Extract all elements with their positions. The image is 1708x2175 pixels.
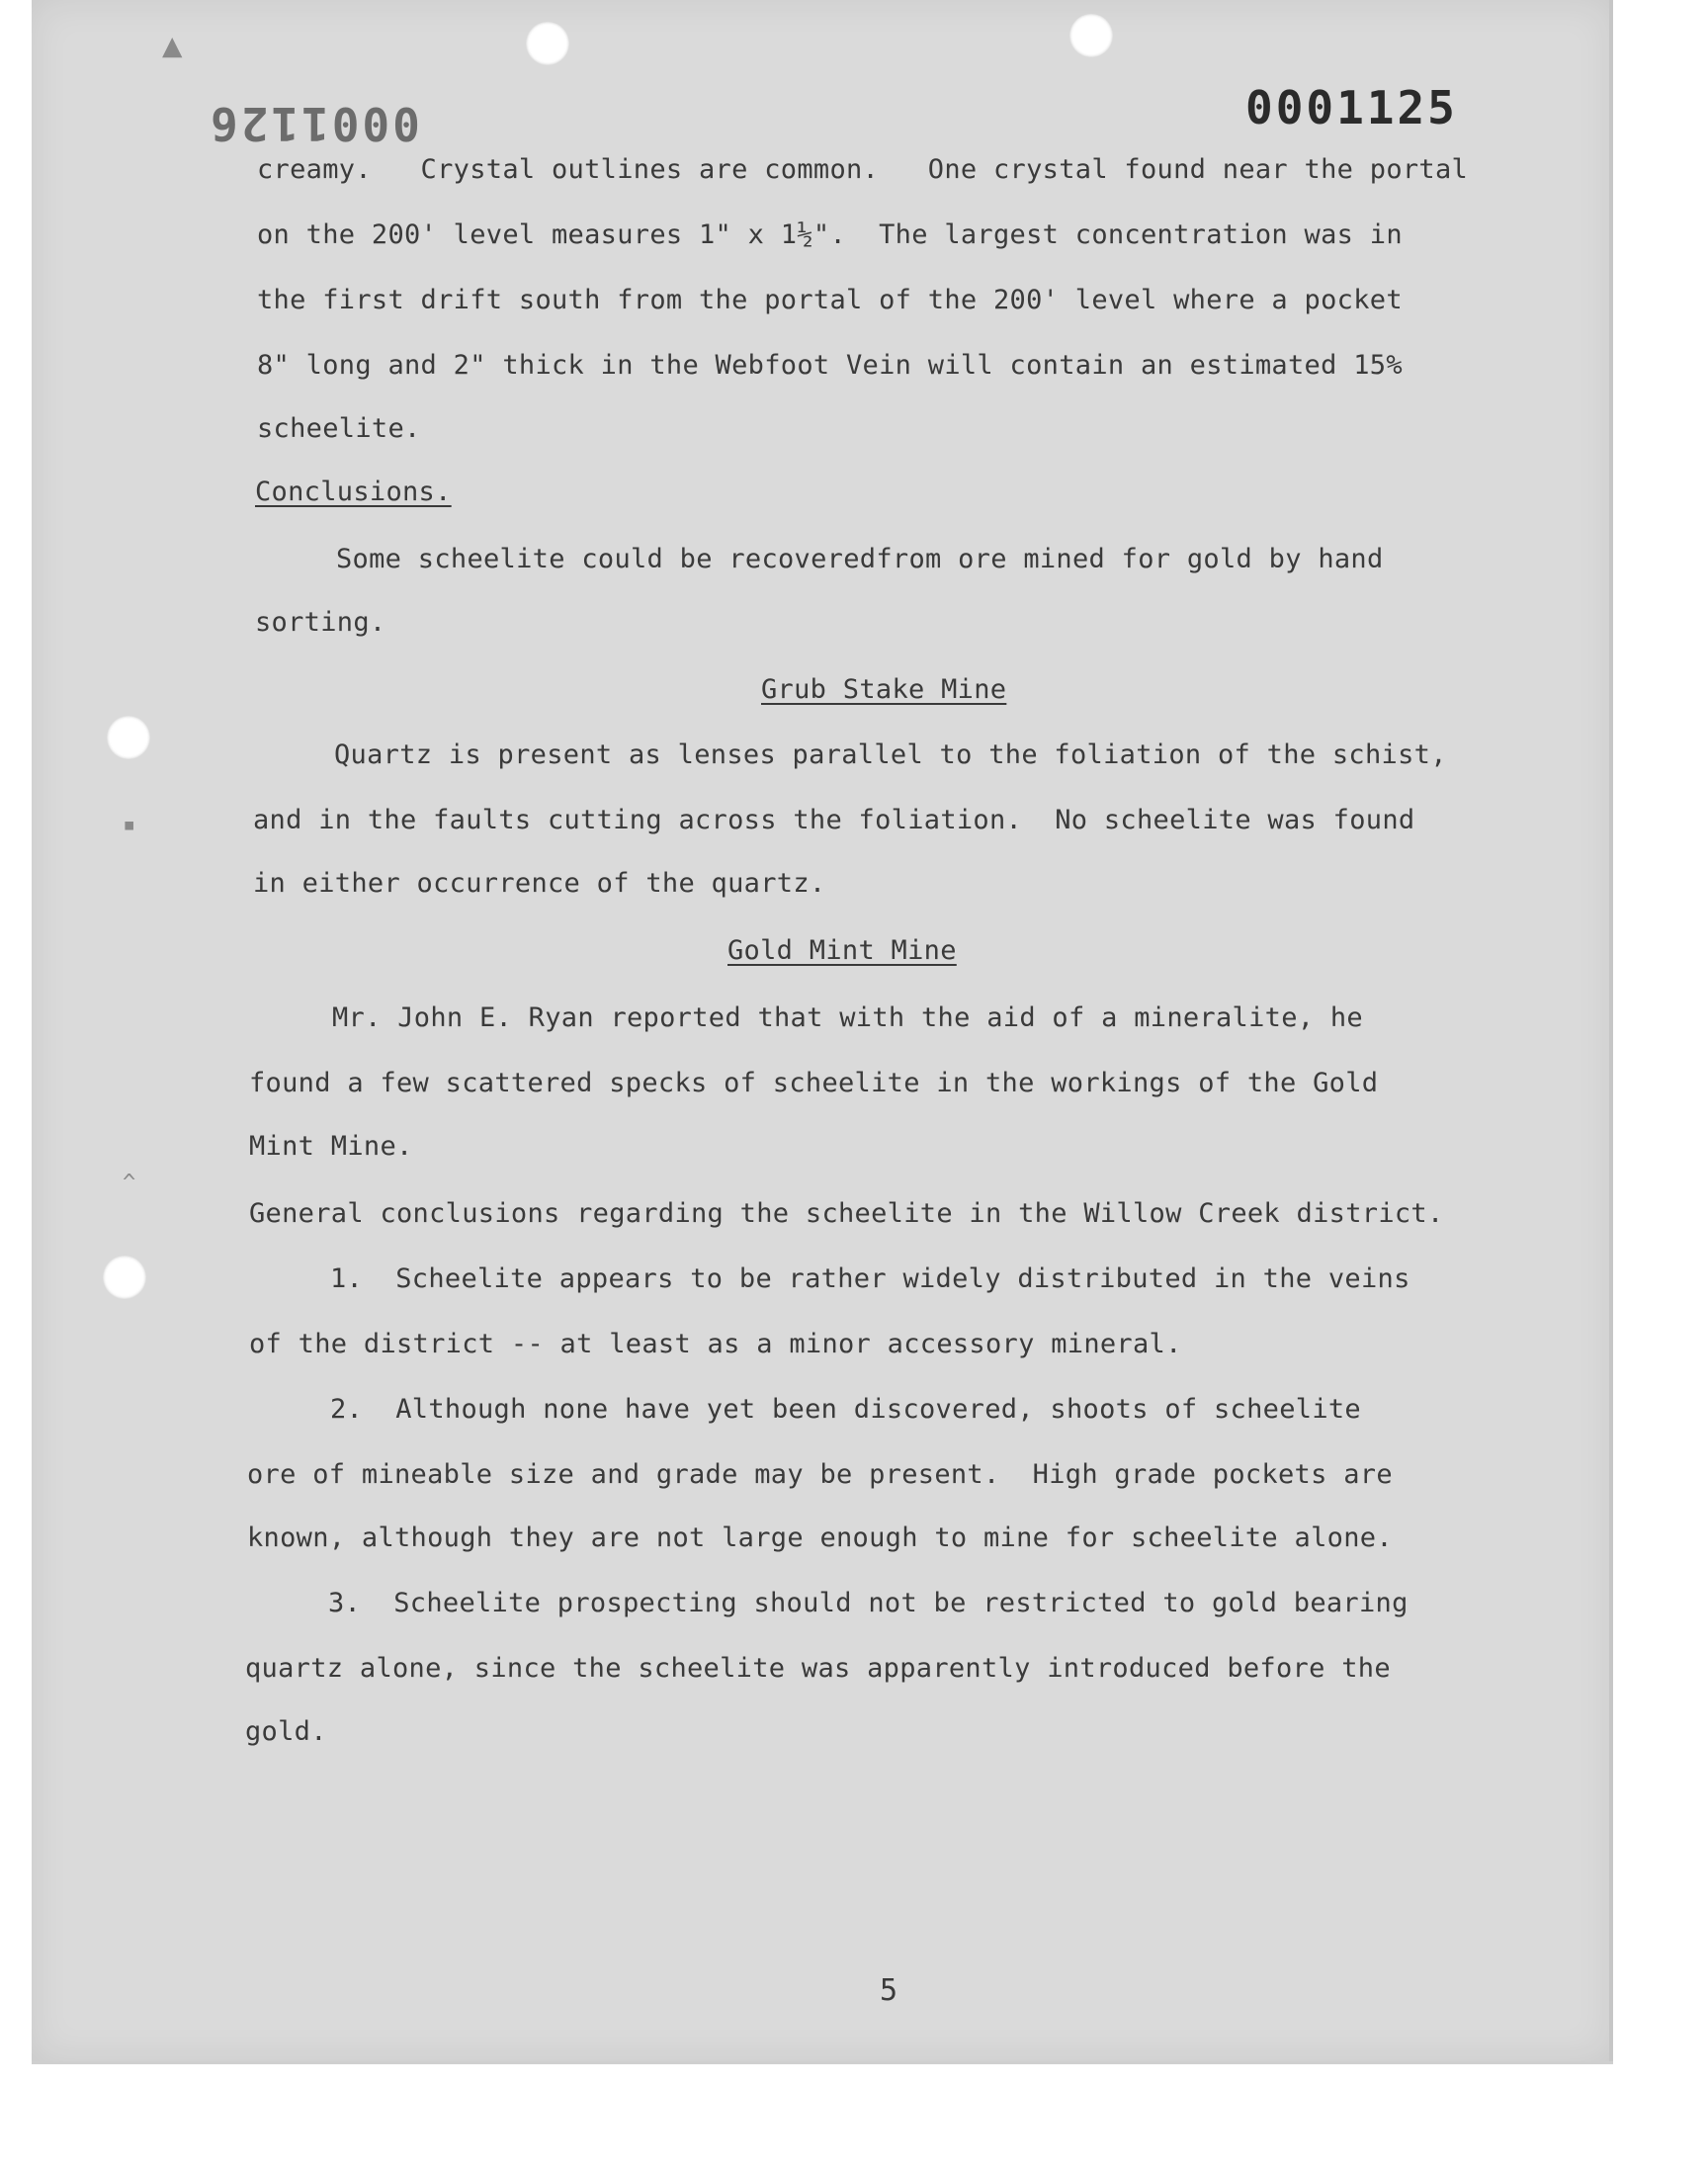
list-item-continued: quartz alone, since the scheelite was apparently introduced before the [245, 1653, 1391, 1684]
list-item-continued: known, although they are not large enough to mine for scheelite alone. [247, 1522, 1393, 1553]
punch-hole-middle [107, 716, 150, 759]
page-bottom-edge [32, 2061, 1613, 2064]
page-number: 5 [880, 1973, 898, 2008]
body-line: Some scheelite could be recoveredfrom ore mined for gold by hand [336, 544, 1384, 574]
margin-mark: ▲ [162, 26, 183, 65]
body-line: 8" long and 2" thick in the Webfoot Vein will contain an estimated 15% [257, 350, 1403, 381]
section-heading-grub-stake-mine: Grub Stake Mine [761, 674, 1007, 705]
list-item-continued: ore of mineable size and grade may be present. High grade pockets are [247, 1459, 1393, 1490]
document-number-stamp: 0001125 [1245, 81, 1458, 134]
punch-hole-lower [103, 1256, 146, 1299]
body-line: scheelite. [257, 413, 421, 444]
body-line: Mint Mine. [249, 1131, 413, 1162]
section-heading-conclusions: Conclusions. [255, 477, 452, 507]
body-line: Quartz is present as lenses parallel to the foliation of the schist, [334, 740, 1447, 770]
general-conclusions-heading: General conclusions regarding the scheelite in the Willow Creek district. [249, 1198, 1444, 1229]
body-line: creamy. Crystal outlines are common. One crystal found near the portal [257, 154, 1469, 185]
body-line: sorting. [255, 607, 386, 638]
list-item: 3. Scheelite prospecting should not be restricted to gold bearing [328, 1588, 1409, 1618]
section-heading-gold-mint-mine: Gold Mint Mine [727, 935, 957, 966]
list-item-continued: gold. [245, 1716, 327, 1747]
punch-hole-top-left [526, 22, 569, 65]
list-item: 1. Scheelite appears to be rather widely distributed in the veins [330, 1263, 1410, 1294]
body-line: found a few scattered specks of scheelite in the workings of the Gold [249, 1068, 1379, 1098]
body-line: Mr. John E. Ryan reported that with the aid of a mineralite, he [332, 1002, 1363, 1033]
margin-mark: ^ [123, 1171, 136, 1195]
body-line: in either occurrence of the quartz. [253, 868, 826, 899]
page-edge [1609, 0, 1613, 2061]
list-item-continued: of the district -- at least as a minor accessory mineral. [249, 1329, 1182, 1359]
inverted-document-number-stamp: 0001126 [208, 97, 420, 150]
list-item: 2. Although none have yet been discovered, shoots of scheelite [330, 1394, 1361, 1425]
body-line: the first drift south from the portal of the 200' level where a pocket [257, 285, 1403, 315]
body-line: on the 200' level measures 1" x 1½". The largest concentration was in [257, 219, 1403, 250]
body-line: and in the faults cutting across the foliation. No scheelite was found [253, 805, 1415, 835]
margin-mark: ▪ [123, 813, 136, 837]
punch-hole-top-right [1069, 14, 1113, 57]
